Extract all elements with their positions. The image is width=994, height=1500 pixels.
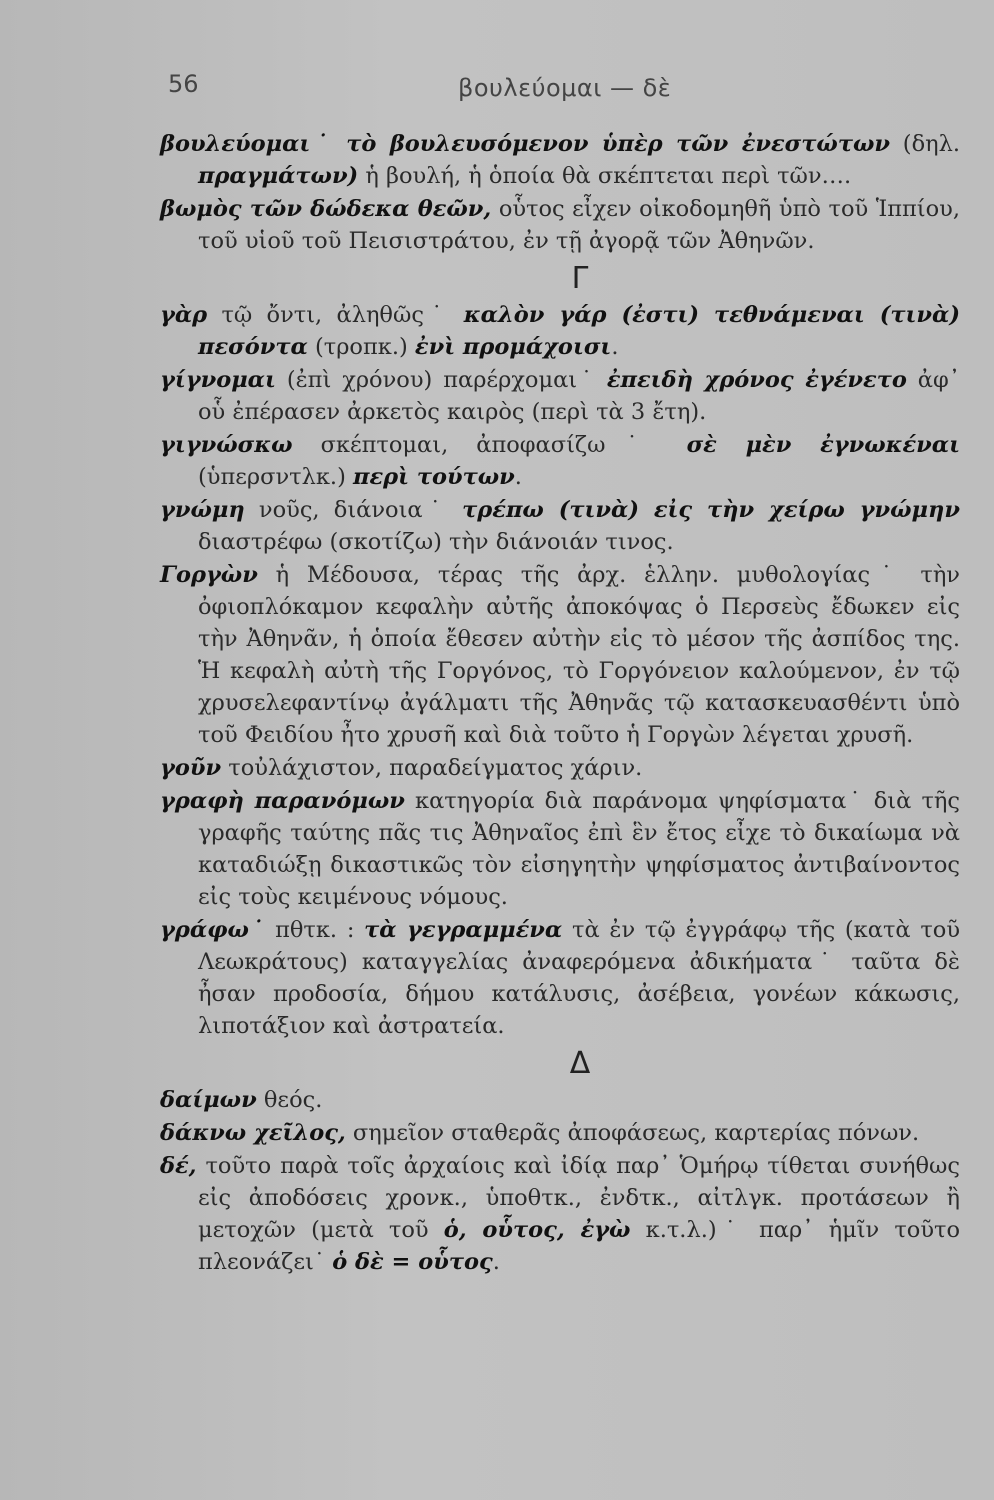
entry-lemma: γράφω˙	[160, 917, 266, 943]
entry-text: κ.τ.λ.)˙ παρ᾽ ἡμῖν τοῦτο πλεονάζει˙	[198, 1217, 961, 1275]
entry-text: σκέπτομαι, ἀποφασίζω˙	[292, 432, 687, 458]
dictionary-entry	[160, 559, 960, 751]
entry-lemma: γραφὴ παρανόμων	[160, 788, 405, 814]
entry-lemma: γοῦν	[160, 755, 222, 781]
entry-phrase: καλὸν γάρ (ἐστι) τεθνάμεναι (τινὰ) πεσόντα	[198, 302, 960, 360]
entry-lemma: βουλεύομαι˙ τὸ βουλευσόμενον ὑπὲρ τῶν ἐνεστώτων	[160, 131, 891, 157]
entry-lemma: γίγνομαι	[160, 367, 276, 393]
dictionary-entry	[160, 494, 960, 558]
entry-lemma: Γοργὼν	[160, 562, 258, 588]
entry-text: διαστρέφω (σκοτίζω) τὴν διάνοιάν τινος.	[198, 529, 674, 555]
dictionary-entry	[160, 128, 960, 192]
entry-text: .	[492, 1249, 500, 1275]
entry-lemma: δαίμων	[160, 1087, 257, 1113]
entry-text: τὰ ἐν τῷ ἐγγράφῳ τῆς (κατὰ τοῦ Λεωκράτους) καταγγελίας ἀναφερόμενα ἀδικήματα˙ ταῦτα δὲ ἦσαν προδοσία, δήμου κατάλυσις, ἀσέβεια, γονέων κάκωσις, λιποτάξιον καὶ ἀστρατεία.	[198, 917, 960, 1039]
dictionary-entry	[160, 193, 960, 257]
entry-text: σημεῖον σταθερᾶς ἀποφάσεως, καρτερίας πόνων.	[345, 1120, 920, 1146]
entry-text: τοὐλάχιστον, παραδείγματος χάριν.	[221, 755, 643, 781]
dictionary-entry	[160, 914, 960, 1042]
entry-text: ἀφ᾽ οὗ ἐπέρασεν ἀρκετὸς καιρὸς (περὶ τὰ 3 ἔτη).	[198, 367, 960, 425]
dictionary-entry	[160, 1150, 960, 1278]
dictionary-entry	[160, 752, 960, 784]
entry-text: .	[514, 464, 522, 490]
entry-lemma: γνώμη	[160, 497, 245, 523]
entry-phrase: περὶ τούτων	[353, 464, 515, 490]
entry-text: πθτκ. :	[265, 917, 365, 943]
dictionary-entry	[160, 299, 960, 363]
page-header	[168, 70, 958, 110]
entry-text: νοῦς, διάνοια˙	[244, 497, 463, 523]
entry-text: κατηγορία διὰ παράνομα ψηφίσματα˙ διὰ τῆς γραφῆς ταύτης πᾶς τις Ἀθηναῖος ἐπὶ ἓν ἔτος εἶχε τὸ δικαίωμα νὰ καταδιώξῃ δικαστικῶς τὸν εἰσηγητὴν ψηφίσματος ἀντιβαίνοντος εἰς τοὺς κειμένους νόμους.	[198, 788, 960, 910]
entry-phrase: ἐπειδὴ χρόνος ἐγένετο	[606, 367, 907, 393]
page-number: 56	[168, 70, 199, 98]
entry-phrase: ὁ, οὗτος, ἐγὼ	[443, 1217, 631, 1243]
entry-text: (δηλ.	[890, 131, 961, 157]
entry-lemma: βωμὸς τῶν δώδεκα θεῶν,	[160, 196, 492, 222]
section-letter-delta: Δ	[569, 1046, 591, 1081]
entry-text: οὗτος εἶχεν οἰκοδομηθῆ ὑπὸ τοῦ Ἱππίου, τοῦ υἱοῦ τοῦ Πεισιστράτου, ἐν τῇ ἀγορᾷ τῶν Ἀθηνῶν.	[198, 196, 961, 254]
entry-text: (ἐπὶ χρόνου) παρέρχομαι˙	[275, 367, 607, 393]
entry-phrase: ὁ δὲ = οὗτος	[332, 1249, 493, 1275]
entry-phrase: τὰ γεγραμμένα	[364, 917, 563, 943]
entry-text: ἡ βουλή, ἡ ὁποία θὰ σκέπτεται περὶ τῶν….	[358, 163, 852, 189]
entry-text: τοῦτο παρὰ τοῖς ἀρχαίοις καὶ ἰδίᾳ παρ᾽ Ὁμήρῳ τίθεται συνήθως εἰς ἀποδόσεις χρονκ., ὑποθτκ., ἐνδτκ., αἰτλγκ. προτάσεων ἢ μετοχῶν (μετὰ τοῦ	[196, 1153, 960, 1243]
dictionary-entry	[160, 785, 960, 913]
entry-text: ἡ Μέδουσα, τέρας τῆς ἀρχ. ἑλλην. μυθολογίας˙ τὴν ὀφιοπλόκαμον κεφαλὴν αὐτῆς ἀποκόψας ὁ Περσεὺς ἔδωκεν εἰς τὴν Ἀθηνᾶν, ἡ ὁποία ἔθεσεν αὐτὴν εἰς τὸ μέσον τῆς ἀσπίδος της. Ἡ κεφαλὴ αὐτὴ τῆς Γοργόνος, τὸ Γοργόνειον καλούμενον, ἐν τῷ χρυσελεφαντίνῳ ἀγάλματι τῆς Ἀθηνᾶς τῷ κατασκευασθέντι ὑπὸ τοῦ Φειδίου ἦτο χρυσῆ καὶ διὰ τοῦτο ἡ Γοργὼν λέγεται χρυσῆ.	[198, 562, 960, 748]
entry-lemma: γιγνώσκω	[160, 432, 293, 458]
entry-lemma: γὰρ	[160, 302, 208, 328]
entry-text: (τροπκ.)	[307, 334, 415, 360]
entry-text: .	[611, 334, 619, 360]
entry-phrase: πραγμάτων)	[198, 163, 359, 189]
dictionary-entry	[160, 1084, 960, 1116]
dictionary-entry	[160, 364, 960, 428]
entry-lemma: δέ,	[160, 1153, 197, 1179]
dictionary-entry	[160, 429, 960, 493]
entry-text: θεός.	[256, 1087, 323, 1113]
entry-lemma: δάκνω χεῖλος,	[160, 1120, 346, 1146]
running-head: βουλεύομαι — δὲ	[458, 74, 672, 102]
entry-phrase: ἐνὶ προμάχοισι	[414, 334, 612, 360]
dictionary-entry	[160, 1117, 960, 1149]
entry-text: (ὑπερσντλκ.)	[198, 464, 354, 490]
section-letter-gamma: Γ	[571, 261, 589, 296]
dictionary-body	[160, 128, 960, 1279]
entry-text: τῷ ὄντι, ἀληθῶς˙	[207, 302, 464, 328]
entry-phrase: σὲ μὲν ἐγνωκέναι	[686, 432, 960, 458]
entry-phrase: τρέπω (τινὰ) εἰς τὴν χείρω γνώμην	[462, 497, 960, 523]
